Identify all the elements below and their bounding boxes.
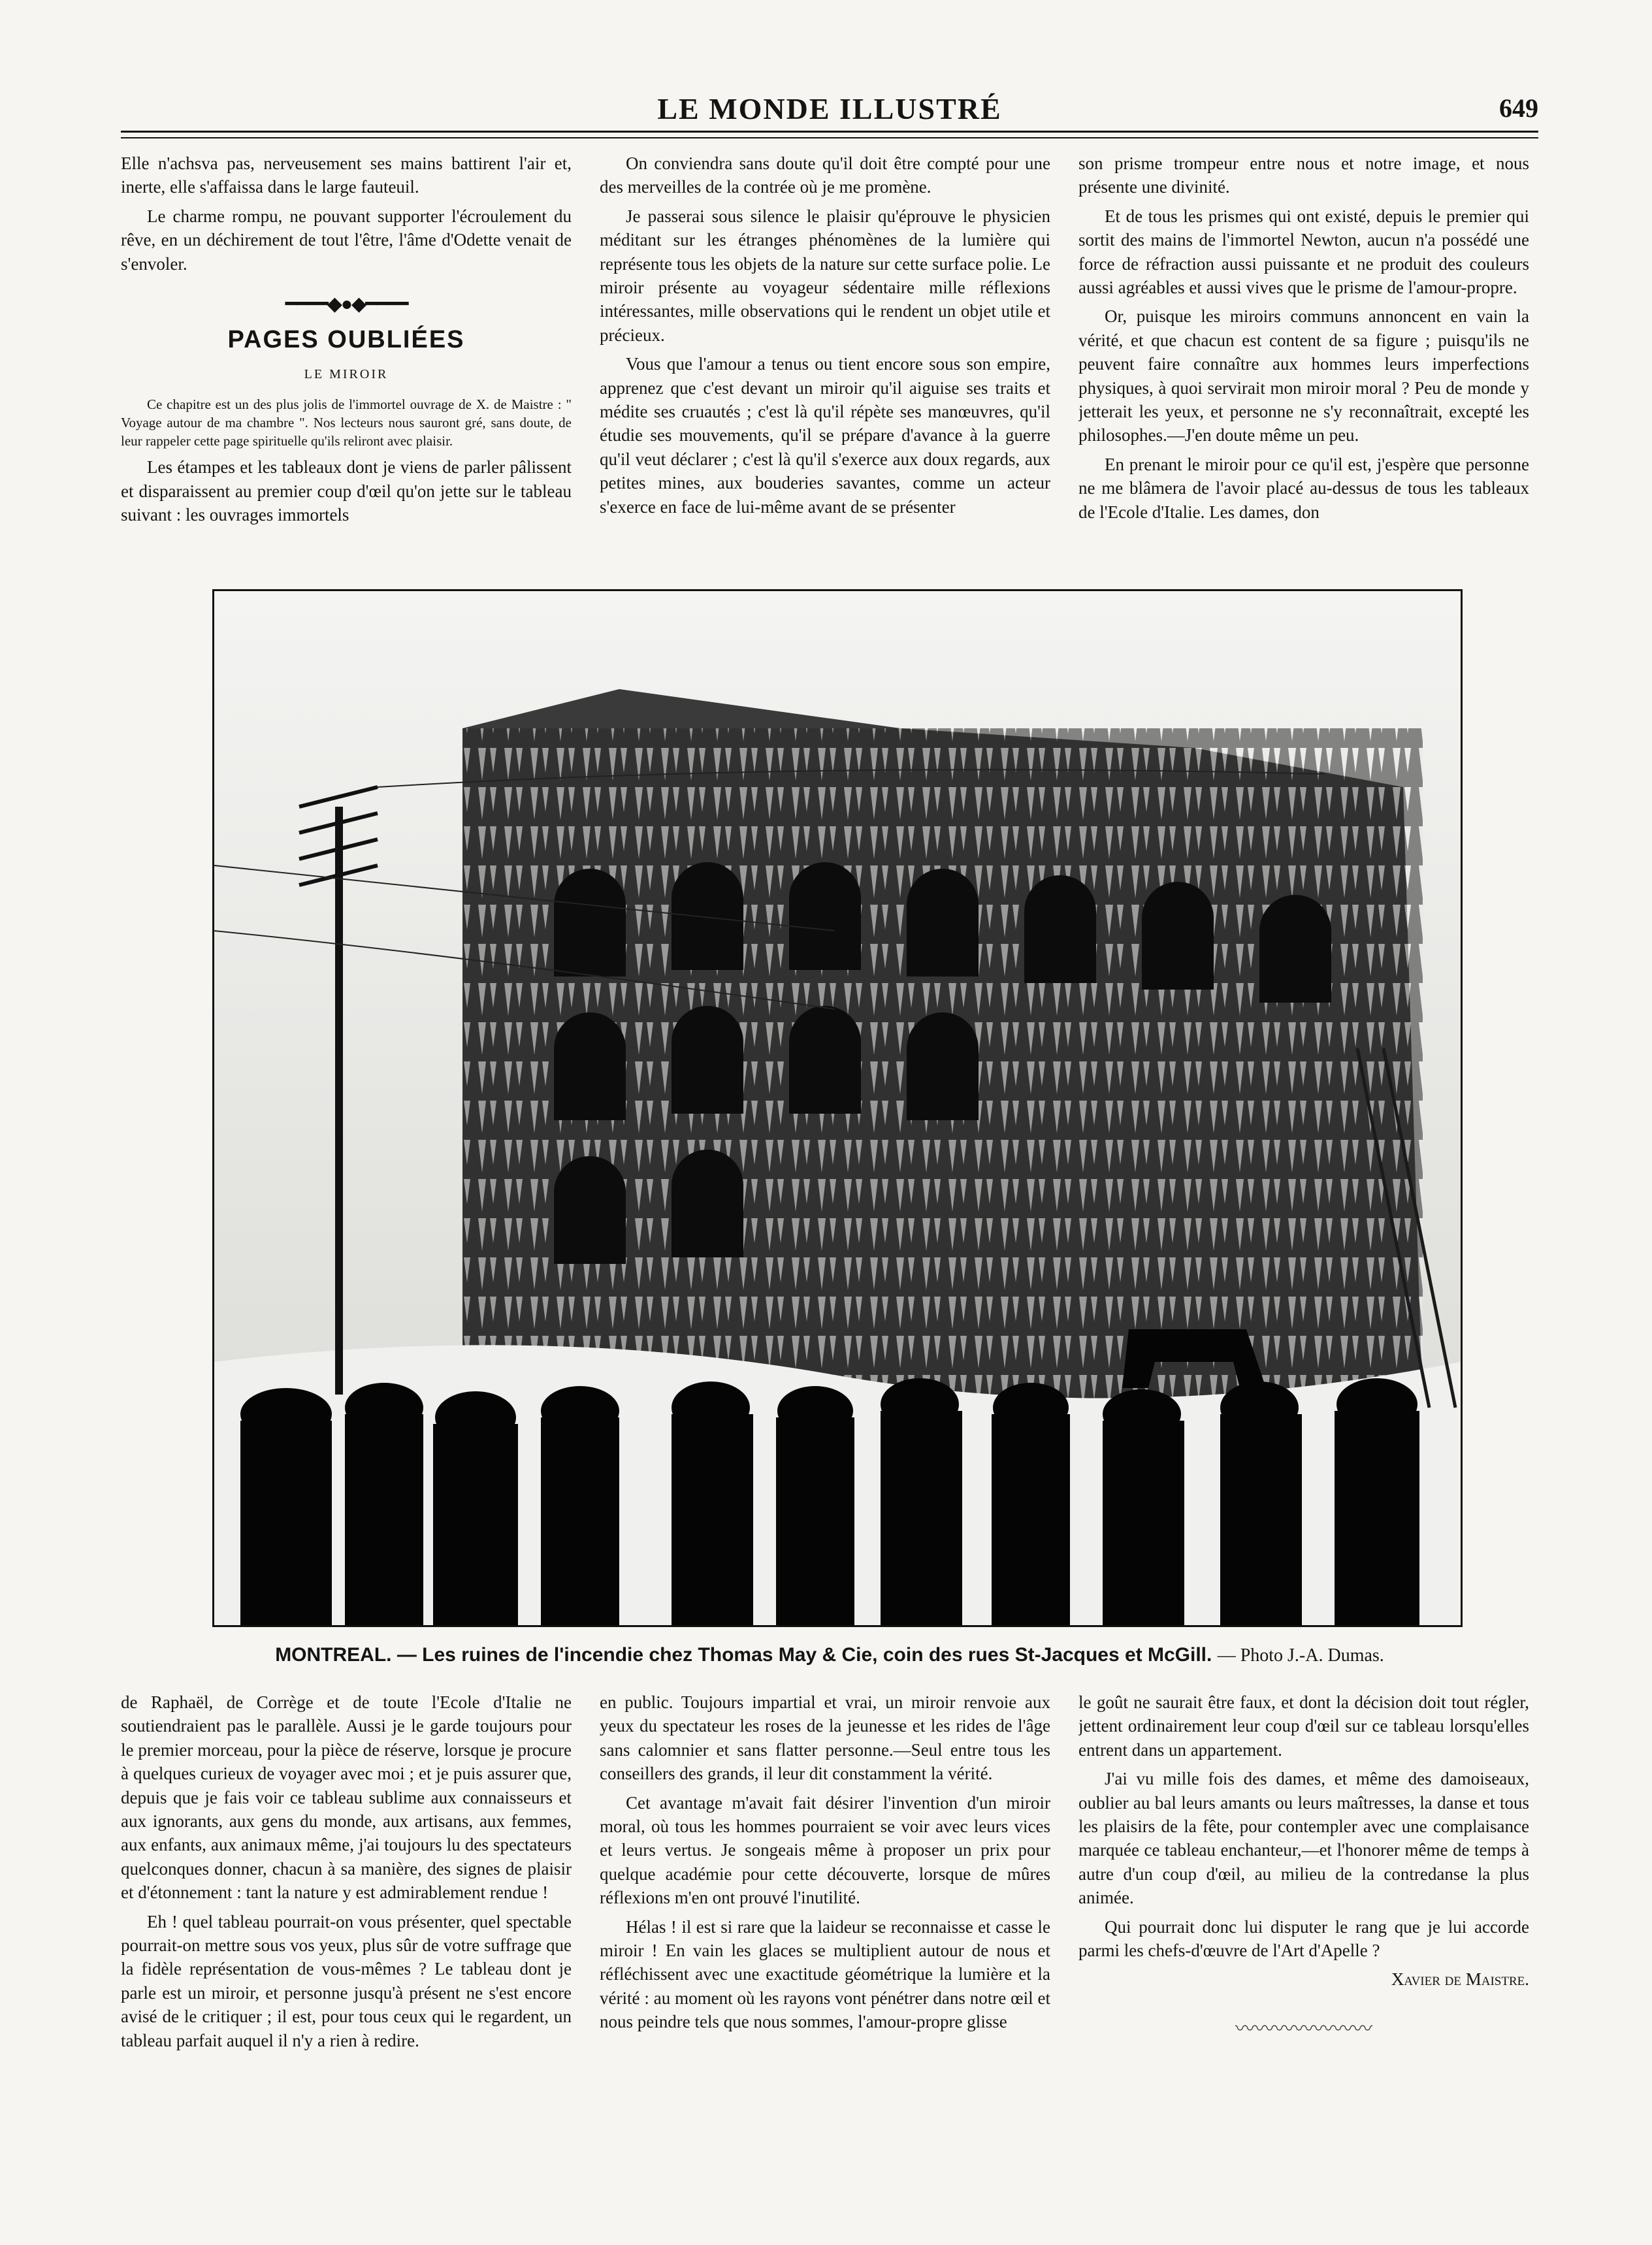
paragraph: Et de tous les prismes qui ont existé, depuis le premier qui sortit des mains de l'immortel Newton, aucun n'a possédé une force de réfraction aussi puissante et ne produit des couleurs aussi agréables et aussi vives que le prisme de l'amour-propre. (1078, 206, 1529, 298)
paragraph: Hélas ! il est si rare que la laideur se reconnaisse et casse le miroir ! En vain les glaces se multiplient autour de nous et réfléchissent avec une exactitude géométrique la lumière et la vérité : au moment où les rayons vont pénétrer dans notre œil et nous peindre tels que nous sommes, l'amour-propre glisse (600, 1916, 1050, 2032)
column-3-bottom (1078, 1690, 1529, 2135)
paragraph: en public. Toujours impartial et vrai, un miroir renvoie aux yeux du spectateur les roses de la jeunesse et les rides de l'âge sans calomnier et sans flatter personne.—Seul entre tous les conseillers des grands, il leur dit constamment la vérité. (600, 1692, 1050, 1784)
page-header (121, 84, 1538, 129)
paragraph: Je passerai sous silence le plaisir qu'éprouve le physicien méditant sur les étranges phénomènes de la lumière qui représente tous les objets de la nature sur cette surface polie. Le miroir présente au voyageur sédentaire mille réflexions intéressantes, mille observations qui le rendent un objet utile et précieux. (600, 206, 1050, 345)
ornament-divider: ━━━━◆●◆━━━━ (285, 293, 408, 315)
photo-fire-ruins (212, 589, 1463, 1627)
section-subtitle: LE MIROIR (304, 366, 389, 381)
page-number: 649 (1499, 93, 1538, 123)
paragraph: le goût ne saurait être faux, et dont la décision doit tout régler, jettent ordinairement leur coup d'œil sur ce tableau lorsqu'elles entrent dans un appartement. (1078, 1692, 1529, 1760)
paragraph: son prisme trompeur entre nous et notre image, et nous présente une divinité. (1078, 153, 1529, 197)
paragraph: J'ai vu mille fois des dames, et même des damoiseaux, oublier au bal leurs amants ou leurs maîtresses, la danse et tous les plaisirs de la fête, pour contempler avec une complaisance marquée ce tableau enchanteur,—et l'honorer même de temps à autre d'un coup d'œil, au milieu de la contredanse la plus animée. (1078, 1769, 1529, 1908)
paragraph: Elle n'achsva pas, nerveusement ses mains battirent l'air et, inerte, elle s'affaissa dans le large fauteuil. (121, 153, 572, 197)
paragraph: Cet avantage m'avait fait désirer l'invention d'un miroir moral, où tous les hommes pourraient se voir avec leurs vices et leurs vertus. Je songeais même à proposer un prix pour quelque académie pour cette découverte, lorsque de mûres réflexions m'en ont prouvé l'inutilité. (600, 1792, 1050, 1908)
header-rule-top (121, 131, 1538, 133)
author-signature: Xavier de Maistre. (1391, 1969, 1529, 1990)
column-3-top (1078, 152, 1529, 570)
column-2-top (600, 152, 1050, 570)
paragraph: Les étampes et les tableaux dont je viens de parler pâlissent et disparaissent au premier coup d'œil qu'on jette sur le tableau suivant : les ouvrages immortels (121, 457, 572, 525)
caption-main: MONTREAL. — Les ruines de l'incendie chez Thomas May & Cie, coin des rues St-Jacques et McGill. (275, 1644, 1212, 1666)
paragraph: Or, puisque les miroirs communs annoncent en vain la vérité, et que chacun est content de sa figure ; puisqu'ils ne peuvent faire connaître aux hommes leurs imperfections physiques, à quoi servirait mon miroir moral ? Peu de monde y jetterait les yeux, et personne ne s'y reconnaîtrait, excepté les philosophes.—J'en doute même un peu. (1078, 306, 1529, 445)
column-1-top (121, 152, 572, 570)
intro-note: Ce chapitre est un des plus jolis de l'immortel ouvrage de X. de Maistre : " Voyage autour de ma chambre ". Nos lecteurs nous sauront gré, sans doute, de leur rappeler cette page spirituelle qu'ils reliront avec plaisir. (121, 396, 572, 449)
column-2-bottom (600, 1690, 1050, 2135)
paragraph: Qui pourrait donc lui disputer le rang que je lui accorde parmi les chefs-d'œuvre de l'Art d'Apelle ? (1078, 1916, 1529, 1961)
paragraph: Eh ! quel tableau pourrait-on vous présenter, quel spectable pourrait-on mettre sous vos yeux, plus sûr de votre suffrage que la fidèle représentation de vous-mêmes ? Le tableau dont je parle est un miroir, et personne jusqu'à présent ne s'est encore avisé de le critiquer ; il est, pour tous ceux qui le regardent, un tableau parfait auquel il n'y a rien à redire. (121, 1911, 572, 2050)
paragraph: Vous que l'amour a tenus ou tient encore sous son empire, apprenez que c'est devant un miroir qu'il aiguise ses traits et médite ses cruautés ; c'est là qu'il répète ses manœuvres, qu'il étudie ses mouvements, qu'il se prépare d'avance à la guerre qu'il veut déclarer ; c'est là qu'il s'exerce aux doux regards, aux petites mines, aux bouderies savantes, comme un acteur s'exerce en face de lui-même avant de se présenter (600, 354, 1050, 517)
paragraph: En prenant le miroir pour ce qu'il est, j'espère que personne ne me blâmera de l'avoir placé au-dessus de tous les tableaux de l'Ecole d'Italie. Les dames, don (1078, 454, 1529, 522)
paragraph: Le charme rompu, ne pouvant supporter l'écroulement du rêve, en un déchirement de tout l'être, l'âme d'Odette venait de s'envoler. (121, 206, 572, 274)
paragraph: On conviendra sans doute qu'il doit être compté pour une des merveilles de la contrée où je me promène. (600, 153, 1050, 197)
end-ornament: 〰〰〰〰〰〰〰 (1235, 2018, 1372, 2040)
column-1-bottom (121, 1690, 572, 2135)
paragraph: de Raphaël, de Corrège et de toute l'Ecole d'Italie ne soutiendraient pas le parallèle. Aussi je le garde toujours pour le premier morceau, pour la pièce de réserve, lorsque je procure à quelques curieux de voyager avec moi ; et je puis assurer que, depuis que je fais voir ce tableau sublime aux connaisseurs et aux ignorants, aux gens du monde, aux artisans, aux femmes, aux enfants, aux animaux même, j'ai toujours lu des spectateurs quelconques donner, chacun à sa manière, des signes de plaisir et d'étonnement : tant la nature y est admirablement rendue ! (121, 1692, 572, 1903)
section-title: PAGES OUBLIÉES (227, 326, 465, 354)
photo-caption (121, 1644, 1538, 1666)
header-rule-bottom (121, 137, 1538, 138)
caption-credit: — Photo J.-A. Dumas. (1217, 1645, 1384, 1666)
newspaper-title: LE MONDE ILLUSTRÉ (657, 92, 1002, 125)
photo-illustration (214, 591, 1461, 1625)
